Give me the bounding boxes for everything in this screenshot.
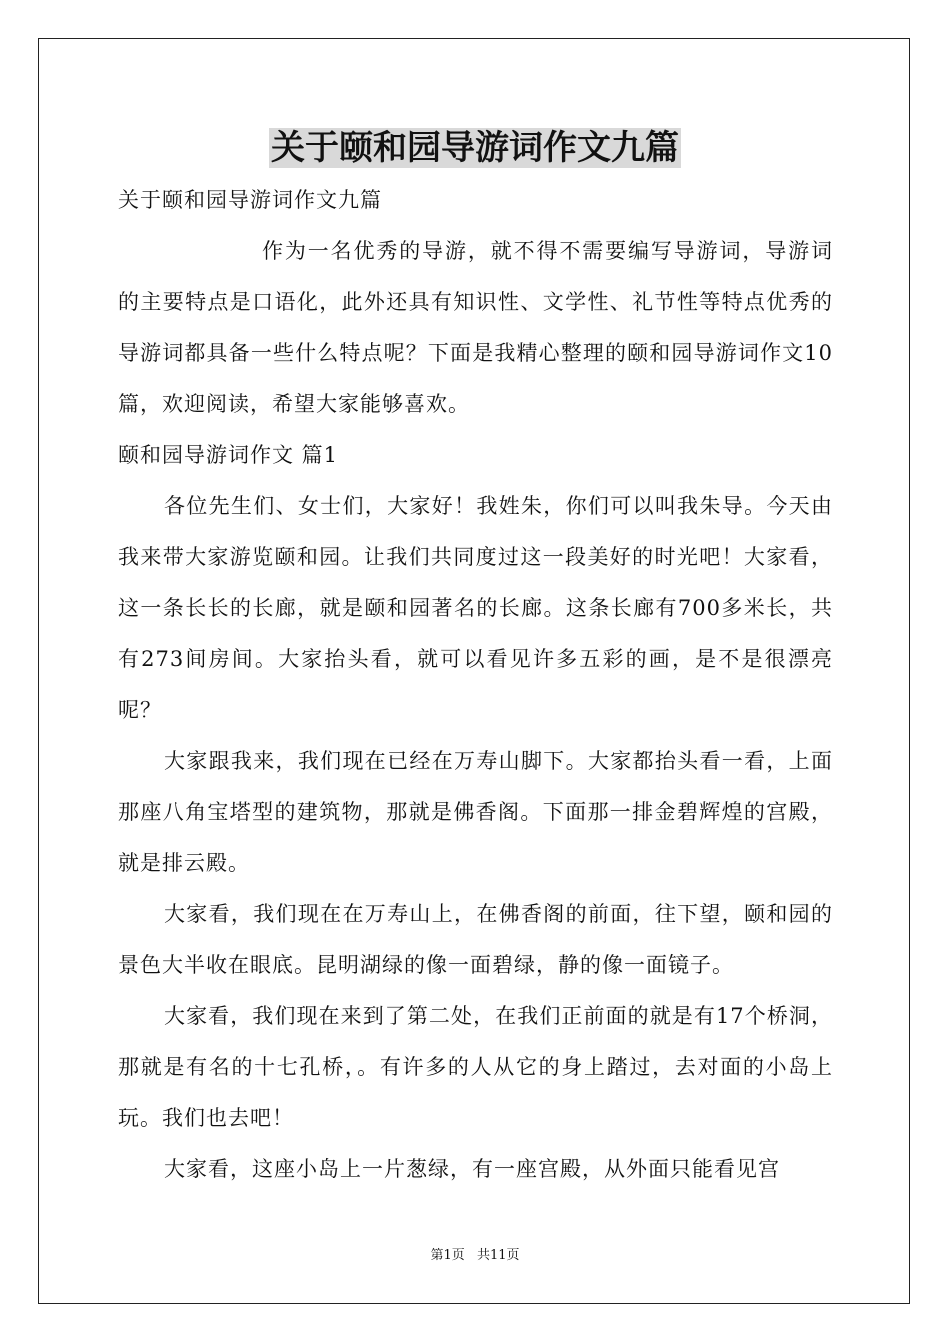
document-title-text: 关于颐和园导游词作文九篇 — [271, 128, 679, 168]
page-number: 第1页 — [430, 1248, 465, 1263]
document-title — [0, 126, 950, 170]
section-heading: 颐和园导游词作文 篇1 — [118, 443, 339, 467]
body-paragraph: 大家看，这座小岛上一片葱绿，有一座宫殿，从外面只能看见宫 — [164, 1157, 780, 1181]
document-subtitle: 关于颐和园导游词作文九篇 — [118, 188, 382, 212]
document-body — [118, 175, 833, 1195]
body-paragraph: 大家看，我们现在来到了第二处，在我们正前面的就是有17个桥洞，那就是有名的十七孔桥，。有许多的人从它的身上踏过，去对面的小岛上玩。我们也去吧！ — [118, 1004, 833, 1130]
total-pages: 共11页 — [476, 1248, 520, 1263]
page-footer — [0, 1247, 950, 1265]
body-paragraph: 大家跟我来，我们现在已经在万寿山脚下。大家都抬头看一看，上面那座八角宝塔型的建筑物，那就是佛香阁。下面那一排金碧辉煌的宫殿，就是排云殿。 — [118, 749, 833, 875]
body-paragraph: 各位先生们、女士们，大家好！我姓朱，你们可以叫我朱导。今天由我来带大家游览颐和园。让我们共同度过这一段美好的时光吧！大家看，这一条长长的长廊，就是颐和园著名的长廊。这条长廊有700多米长，共有273间房间。大家抬头看，就可以看见许多五彩的画，是不是很漂亮呢？ — [118, 494, 833, 722]
body-paragraph: 大家看，我们现在在万寿山上，在佛香阁的前面，往下望，颐和园的景色大半收在眼底。昆明湖绿的像一面碧绿，静的像一面镜子。 — [118, 902, 833, 977]
intro-paragraph: 作为一名优秀的导游，就不得不需要编写导游词，导游词的主要特点是口语化，此外还具有知识性、文学性、礼节性等特点优秀的导游词都具备一些什么特点呢？下面是我精心整理的颐和园导游词作文10篇，欢迎阅读，希望大家能够喜欢。 — [118, 239, 833, 416]
